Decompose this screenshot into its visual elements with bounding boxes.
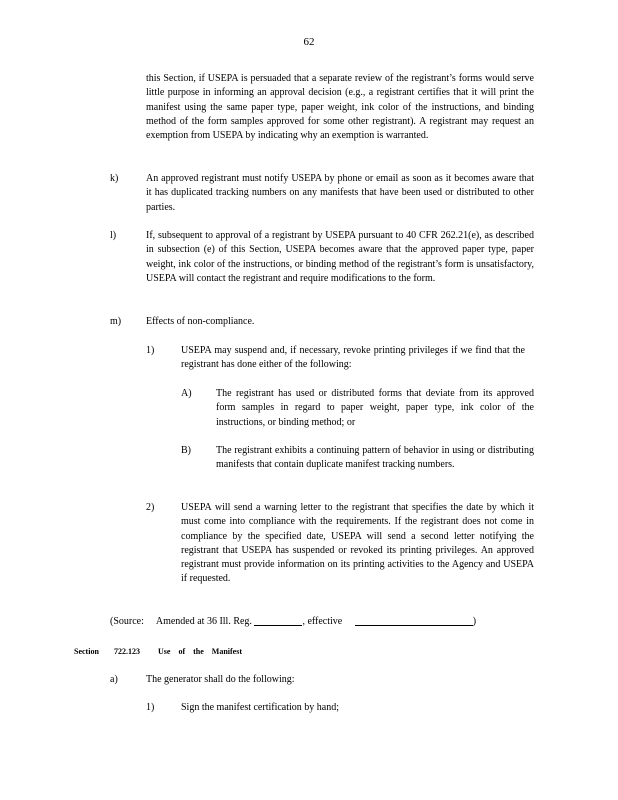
subsection-a1-label: 1): [146, 702, 155, 713]
source-effective: , effective: [302, 616, 343, 627]
section-word: Section: [74, 647, 99, 656]
subsection-mB-text: The registrant exhibits a continuing pattern of behavior in using or distributing manifests that contain duplicate manifest tracking numbers.: [216, 445, 534, 471]
source-note: [110, 615, 476, 629]
subsection-k-text: An approved registrant must notify USEPA by phone or email as soon as it becomes aware that it has duplicated tracking numbers on any manifests that have been used or distributed to other parties.: [146, 173, 534, 213]
subsection-m1-text: USEPA may suspend and, if necessary, revoke printing privileges if we find that the registrant has done either of the following:: [181, 345, 525, 371]
subsection-m-text: Effects of non-compliance.: [146, 316, 255, 327]
source-close: ): [472, 616, 477, 627]
subsection-m-label: m): [110, 316, 122, 327]
subsection-l-label: l): [110, 230, 117, 241]
page-number: 62: [303, 36, 315, 48]
reg-page-blank: [254, 615, 302, 626]
subsection-mB-label: B): [181, 445, 191, 456]
subsection-k-label: k): [110, 173, 119, 184]
source-amended: Amended at 36 Ill. Reg.: [155, 616, 252, 627]
section-title: Use of the Manifest: [158, 647, 242, 656]
intro-paragraph: this Section, if USEPA is persuaded that a separate review of the registrant’s forms would serve little purpose in informing an approval decision (e.g., a registrant certifies that it will print the manifest using the same paper type, paper weight, ink color of the instructions, and binding method of the form samples approved for some other registrant). A registrant may request an exemption from USEPA by indicating why an exemption is warranted.: [146, 73, 534, 142]
subsection-a-label: a): [110, 674, 118, 685]
subsection-a-text: The generator shall do the following:: [146, 674, 295, 685]
subsection-m2-label: 2): [146, 502, 155, 513]
subsection-l-text: If, subsequent to approval of a registrant by USEPA pursuant to 40 CFR 262.21(e), as described in subsection (e) of this Section, USEPA becomes aware that the approved paper type, paper weight, ink color of the instructions, or binding method of the registrant’s form is unsatisfactory, USEPA will contact the registrant and require modifications to the form.: [146, 230, 534, 284]
section-number: 722.123: [114, 647, 140, 656]
subsection-mA-label: A): [181, 388, 192, 399]
source-prefix: (Source:: [110, 616, 144, 627]
subsection-m1-label: 1): [146, 345, 155, 356]
subsection-a1-text: Sign the manifest certification by hand;: [181, 702, 340, 713]
effective-date-blank: [355, 615, 473, 626]
subsection-m2-text: USEPA will send a warning letter to the registrant that specifies the date by which it must come into compliance with the requirements. If the registrant does not come in compliance by the specified date, USEPA will send a second letter notifying the registrant that USEPA has suspended or revoked its printing privileges. An approved registrant must provide information on its printing activities to the Agency and USEPA if requested.: [181, 502, 534, 585]
subsection-mA-text: The registrant has used or distributed forms that deviate from its approved form samples in regard to paper weight, paper type, ink color of the instructions, or binding method; or: [216, 388, 534, 428]
